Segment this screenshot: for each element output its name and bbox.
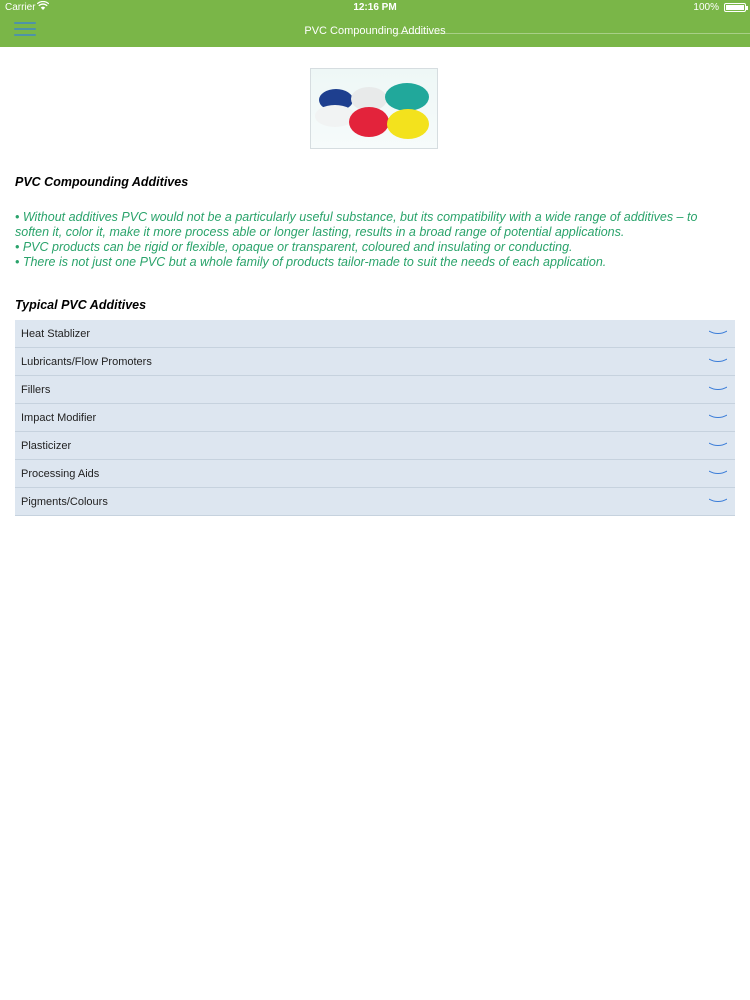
clock: 12:16 PM (353, 2, 397, 13)
pvc-granules-image (310, 68, 438, 149)
battery-percent: 100% (693, 2, 719, 13)
intro-line: • PVC products can be rigid or flexible, opaque or transparent, coloured and insulating or conducting. (15, 240, 573, 254)
intro-description (15, 210, 735, 270)
accordion-label: Plasticizer (21, 440, 72, 452)
chevron-down-icon (709, 386, 727, 392)
intro-line: • Without additives PVC would not be a particularly useful substance, but its compatibility with a wide range of additives – to (15, 210, 698, 224)
carrier-label: Carrier (5, 2, 36, 13)
accordion-item-impact-modifier[interactable] (15, 404, 735, 432)
chevron-down-icon (709, 358, 727, 364)
accordion-label: Processing Aids (21, 468, 100, 480)
status-bar (0, 0, 750, 16)
chevron-down-icon (709, 498, 727, 504)
intro-line: • There is not just one PVC but a whole family of products tailor-made to suit the needs of each application. (15, 255, 607, 269)
accordion-label: Fillers (21, 384, 51, 396)
chevron-down-icon (709, 442, 727, 448)
page-title: PVC Compounding Additives (304, 25, 446, 37)
chevron-down-icon (709, 414, 727, 420)
accordion-label: Impact Modifier (21, 412, 97, 424)
accordion-label: Pigments/Colours (21, 496, 108, 508)
intro-line: soften it, color it, make it more process able or longer lasting, results in a broad range of potential applications. (15, 225, 625, 239)
accordion-item-heat-stabilizer[interactable] (15, 320, 735, 348)
accordion-item-fillers[interactable] (15, 376, 735, 404)
additives-title: Typical PVC Additives (15, 298, 147, 312)
app-header (0, 0, 750, 47)
battery-icon (724, 3, 746, 12)
chevron-down-icon (709, 470, 727, 476)
accordion-item-pigments[interactable] (15, 488, 735, 516)
chevron-down-icon (709, 330, 727, 336)
accordion-item-lubricants[interactable] (15, 348, 735, 376)
intro-title: PVC Compounding Additives (15, 175, 189, 189)
accordion-label: Lubricants/Flow Promoters (21, 356, 152, 368)
additives-accordion (15, 320, 735, 516)
accordion-label: Heat Stablizer (21, 328, 91, 340)
accordion-item-plasticizer[interactable] (15, 432, 735, 460)
accordion-item-processing-aids[interactable] (15, 460, 735, 488)
